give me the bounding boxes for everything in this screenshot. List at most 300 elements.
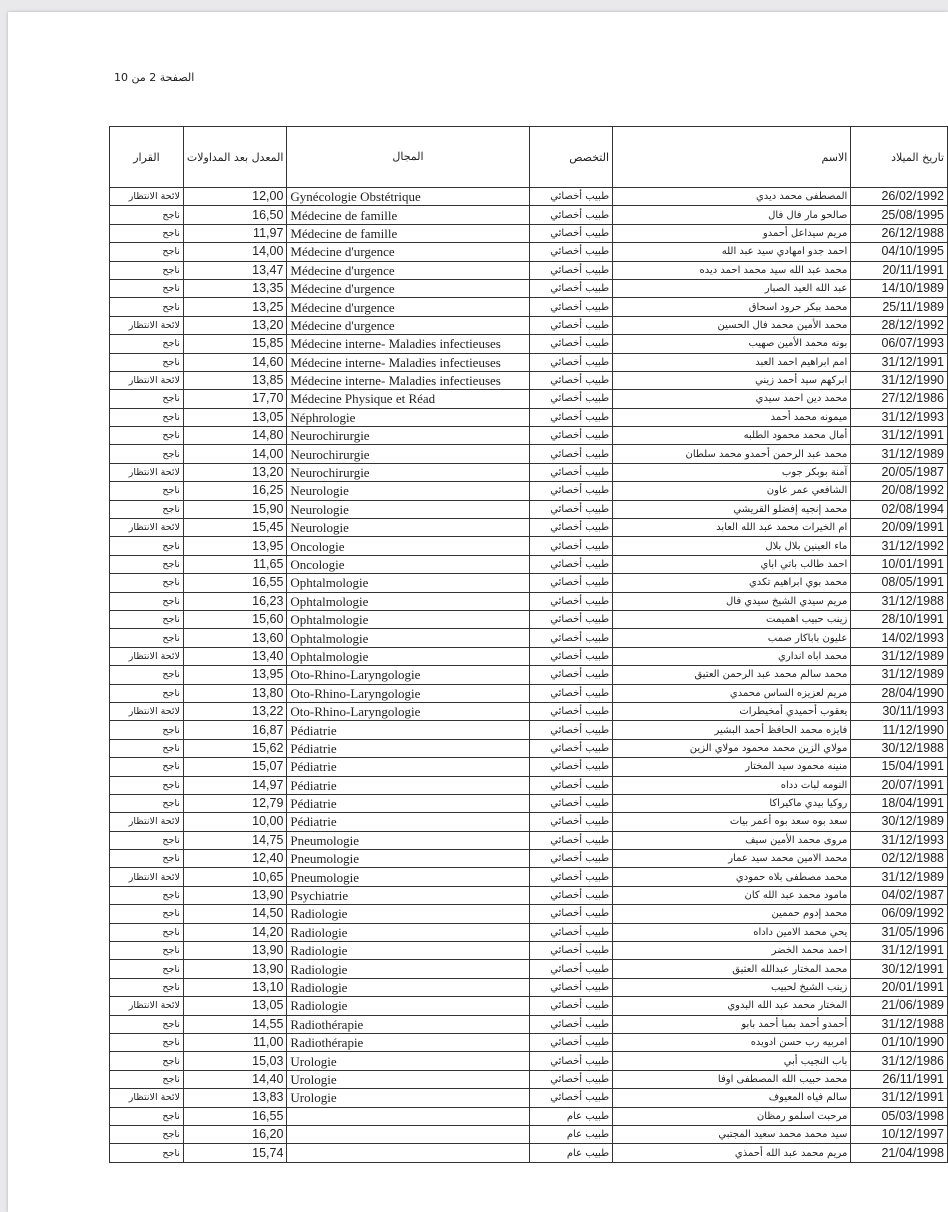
cell-name: محمد سالم محمد عبد الرحمن العتيق — [613, 666, 851, 684]
cell-field: Médecine de famille — [287, 224, 529, 242]
cell-birth-date: 28/04/1990 — [851, 684, 948, 702]
cell-field: Radiologie — [287, 942, 529, 960]
cell-field: Radiologie — [287, 905, 529, 923]
cell-specialty: طبيب أخصائي — [529, 868, 613, 886]
cell-average: 15,74 — [183, 1144, 287, 1162]
cell-specialty: طبيب أخصائي — [529, 592, 613, 610]
cell-birth-date: 30/12/1988 — [851, 739, 948, 757]
table-row — [110, 905, 948, 923]
cell-birth-date: 28/12/1992 — [851, 316, 948, 334]
cell-decision: ناجح — [110, 390, 184, 408]
cell-decision: ناجح — [110, 206, 184, 224]
cell-decision: ناجح — [110, 445, 184, 463]
table-row — [110, 463, 948, 481]
cell-decision: لائحة الانتظار — [110, 1089, 184, 1107]
cell-field: Neurologie — [287, 500, 529, 518]
cell-specialty: طبيب أخصائي — [529, 574, 613, 592]
cell-birth-date: 10/12/1997 — [851, 1125, 948, 1143]
cell-name: محمد المختار عبدالله العتيق — [613, 960, 851, 978]
cell-decision: لائحة الانتظار — [110, 647, 184, 665]
cell-birth-date: 31/12/1993 — [851, 831, 948, 849]
table-row — [110, 206, 948, 224]
cell-field: Radiologie — [287, 923, 529, 941]
cell-field: Neurologie — [287, 482, 529, 500]
table-row — [110, 1144, 948, 1162]
table-row — [110, 1033, 948, 1051]
cell-specialty: طبيب أخصائي — [529, 702, 613, 720]
cell-decision: ناجح — [110, 831, 184, 849]
cell-birth-date: 08/05/1991 — [851, 574, 948, 592]
cell-average: 12,79 — [183, 794, 287, 812]
cell-average: 14,40 — [183, 1070, 287, 1088]
cell-field: Ophtalmologie — [287, 610, 529, 628]
cell-field: Médecine interne- Maladies infectieuses — [287, 353, 529, 371]
table-row — [110, 610, 948, 628]
cell-decision: ناجح — [110, 978, 184, 996]
cell-birth-date: 20/11/1991 — [851, 261, 948, 279]
cell-birth-date: 31/12/1989 — [851, 647, 948, 665]
cell-specialty: طبيب أخصائي — [529, 353, 613, 371]
cell-name: مولاي الزين محمد محمود مولاي الزين — [613, 739, 851, 757]
table-row — [110, 721, 948, 739]
cell-average: 10,00 — [183, 813, 287, 831]
cell-name: مريم محمد عبد الله أحمذي — [613, 1144, 851, 1162]
cell-average: 14,60 — [183, 353, 287, 371]
cell-average: 14,50 — [183, 905, 287, 923]
cell-field: Pneumologie — [287, 850, 529, 868]
table-body — [110, 188, 948, 1163]
cell-specialty: طبيب عام — [529, 1144, 613, 1162]
cell-specialty: طبيب أخصائي — [529, 1015, 613, 1033]
table-row — [110, 813, 948, 831]
cell-birth-date: 26/12/1988 — [851, 224, 948, 242]
cell-birth-date: 20/01/1991 — [851, 978, 948, 996]
cell-field: Médecine d'urgence — [287, 279, 529, 297]
cell-name: عبد الله العيد الصبار — [613, 279, 851, 297]
cell-name: امربيه رب حسن ادويده — [613, 1033, 851, 1051]
cell-name: محمد دين احمد سيدي — [613, 390, 851, 408]
cell-specialty: طبيب أخصائي — [529, 610, 613, 628]
cell-field: Urologie — [287, 1089, 529, 1107]
header-average: المعدل بعد المداولات — [183, 127, 287, 188]
cell-specialty: طبيب أخصائي — [529, 850, 613, 868]
cell-field: Médecine interne- Maladies infectieuses — [287, 335, 529, 353]
table-row — [110, 500, 948, 518]
cell-decision: ناجح — [110, 243, 184, 261]
cell-average: 14,75 — [183, 831, 287, 849]
cell-name: محمد الامين محمد سيد عمار — [613, 850, 851, 868]
cell-field: Médecine Physique et Réad — [287, 390, 529, 408]
cell-name: بونه محمد الأمين صهيب — [613, 335, 851, 353]
cell-field: Neurochirurgie — [287, 427, 529, 445]
cell-name: أمال محمد محمود الطلبه — [613, 427, 851, 445]
cell-birth-date: 14/02/1993 — [851, 629, 948, 647]
cell-name: مامود محمد عبد الله كان — [613, 886, 851, 904]
cell-specialty: طبيب أخصائي — [529, 555, 613, 573]
cell-field: Pédiatrie — [287, 813, 529, 831]
cell-decision: لائحة الانتظار — [110, 997, 184, 1015]
table-row — [110, 1107, 948, 1125]
cell-average: 13,05 — [183, 997, 287, 1015]
table-row — [110, 279, 948, 297]
cell-decision: ناجح — [110, 1144, 184, 1162]
table-row — [110, 592, 948, 610]
cell-decision: لائحة الانتظار — [110, 868, 184, 886]
cell-field: Oncologie — [287, 555, 529, 573]
page-indicator: الصفحة 2 من 10 — [114, 71, 195, 84]
table-row — [110, 574, 948, 592]
cell-name: مريم سيدي الشيخ سيدي فال — [613, 592, 851, 610]
cell-birth-date: 21/06/1989 — [851, 997, 948, 1015]
cell-specialty: طبيب أخصائي — [529, 224, 613, 242]
cell-birth-date: 31/12/1992 — [851, 537, 948, 555]
cell-birth-date: 11/12/1990 — [851, 721, 948, 739]
table-row — [110, 886, 948, 904]
cell-field: Pédiatrie — [287, 794, 529, 812]
cell-decision: ناجح — [110, 1052, 184, 1070]
cell-decision: ناجح — [110, 850, 184, 868]
cell-specialty: طبيب أخصائي — [529, 279, 613, 297]
table-row — [110, 868, 948, 886]
cell-specialty: طبيب أخصائي — [529, 500, 613, 518]
table-row — [110, 408, 948, 426]
cell-name: احمد محمد الخضر — [613, 942, 851, 960]
cell-field: Pédiatrie — [287, 776, 529, 794]
cell-decision: ناجح — [110, 279, 184, 297]
cell-average: 16,87 — [183, 721, 287, 739]
table-row — [110, 353, 948, 371]
cell-field — [287, 1144, 529, 1162]
cell-birth-date: 31/12/1989 — [851, 666, 948, 684]
cell-specialty: طبيب أخصائي — [529, 758, 613, 776]
cell-average: 13,35 — [183, 279, 287, 297]
table-row — [110, 335, 948, 353]
cell-decision: لائحة الانتظار — [110, 316, 184, 334]
cell-birth-date: 18/04/1991 — [851, 794, 948, 812]
cell-name: محمد بوي ابراهيم تكدي — [613, 574, 851, 592]
cell-decision: ناجح — [110, 298, 184, 316]
cell-field: Oto-Rhino-Laryngologie — [287, 666, 529, 684]
cell-decision: ناجح — [110, 610, 184, 628]
cell-average: 17,70 — [183, 390, 287, 408]
cell-average: 16,25 — [183, 482, 287, 500]
cell-decision: ناجح — [110, 794, 184, 812]
cell-average: 15,07 — [183, 758, 287, 776]
cell-name: محمد عبد الله سيد محمد احمد ديده — [613, 261, 851, 279]
cell-field: Ophtalmologie — [287, 629, 529, 647]
cell-birth-date: 01/10/1990 — [851, 1033, 948, 1051]
cell-specialty: طبيب أخصائي — [529, 960, 613, 978]
cell-specialty: طبيب أخصائي — [529, 794, 613, 812]
cell-average: 14,97 — [183, 776, 287, 794]
cell-name: ماء العينين بلال بلال — [613, 537, 851, 555]
cell-specialty: طبيب أخصائي — [529, 519, 613, 537]
table-row — [110, 739, 948, 757]
cell-name: محمد مصطفى بلاه حمودي — [613, 868, 851, 886]
cell-decision: لائحة الانتظار — [110, 188, 184, 206]
cell-average: 15,45 — [183, 519, 287, 537]
cell-birth-date: 20/09/1991 — [851, 519, 948, 537]
cell-specialty: طبيب أخصائي — [529, 721, 613, 739]
cell-average: 16,23 — [183, 592, 287, 610]
cell-birth-date: 26/02/1992 — [851, 188, 948, 206]
document-page — [8, 12, 948, 1212]
cell-specialty: طبيب أخصائي — [529, 978, 613, 996]
cell-field: Neurochirurgie — [287, 445, 529, 463]
cell-field: Médecine de famille — [287, 206, 529, 224]
cell-birth-date: 25/11/1989 — [851, 298, 948, 316]
cell-name: منينه محمود سيد المختار — [613, 758, 851, 776]
cell-decision: ناجح — [110, 923, 184, 941]
cell-field: Psychiatrie — [287, 886, 529, 904]
cell-average: 13,83 — [183, 1089, 287, 1107]
table-row — [110, 850, 948, 868]
cell-decision: ناجح — [110, 1125, 184, 1143]
cell-specialty: طبيب أخصائي — [529, 942, 613, 960]
cell-name: صالحو مار فال فال — [613, 206, 851, 224]
cell-field: Oncologie — [287, 537, 529, 555]
table-row — [110, 390, 948, 408]
results-table — [109, 126, 948, 1163]
table-header-row — [110, 127, 948, 188]
cell-field: Médecine d'urgence — [287, 243, 529, 261]
cell-specialty: طبيب أخصائي — [529, 261, 613, 279]
cell-average: 13,47 — [183, 261, 287, 279]
cell-decision: لائحة الانتظار — [110, 702, 184, 720]
cell-decision: ناجح — [110, 353, 184, 371]
cell-name: سيد محمد محمد سعيد المجتبي — [613, 1125, 851, 1143]
cell-field: Ophtalmologie — [287, 592, 529, 610]
cell-specialty: طبيب أخصائي — [529, 390, 613, 408]
cell-average: 13,90 — [183, 942, 287, 960]
cell-decision: ناجح — [110, 574, 184, 592]
cell-average: 13,80 — [183, 684, 287, 702]
cell-specialty: طبيب أخصائي — [529, 408, 613, 426]
cell-decision: ناجح — [110, 905, 184, 923]
cell-name: عليون باباكار صمب — [613, 629, 851, 647]
cell-name: زينب الشيخ لحبيب — [613, 978, 851, 996]
cell-name: الشافعي عمر عاون — [613, 482, 851, 500]
cell-average: 14,00 — [183, 445, 287, 463]
cell-name: محمد إنجيه إفضلو القريشي — [613, 500, 851, 518]
cell-average: 13,90 — [183, 960, 287, 978]
cell-birth-date: 06/07/1993 — [851, 335, 948, 353]
cell-field: Pneumologie — [287, 868, 529, 886]
cell-birth-date: 20/05/1987 — [851, 463, 948, 481]
cell-average: 13,40 — [183, 647, 287, 665]
cell-specialty: طبيب أخصائي — [529, 776, 613, 794]
cell-field: Ophtalmologie — [287, 647, 529, 665]
cell-decision: لائحة الانتظار — [110, 463, 184, 481]
cell-field: Radiothérapie — [287, 1033, 529, 1051]
cell-decision: ناجح — [110, 537, 184, 555]
table-row — [110, 702, 948, 720]
cell-name: سالم فياه المعيوف — [613, 1089, 851, 1107]
cell-name: محمد إدوم حممين — [613, 905, 851, 923]
cell-birth-date: 31/12/1986 — [851, 1052, 948, 1070]
cell-average: 16,50 — [183, 206, 287, 224]
cell-decision: ناجح — [110, 1070, 184, 1088]
cell-average: 13,20 — [183, 316, 287, 334]
cell-specialty: طبيب أخصائي — [529, 629, 613, 647]
cell-field: Urologie — [287, 1052, 529, 1070]
cell-birth-date: 31/12/1988 — [851, 1015, 948, 1033]
cell-field: Médecine d'urgence — [287, 261, 529, 279]
cell-birth-date: 02/12/1988 — [851, 850, 948, 868]
cell-field: Pédiatrie — [287, 758, 529, 776]
cell-average: 13,60 — [183, 629, 287, 647]
cell-average: 15,62 — [183, 739, 287, 757]
cell-average: 13,85 — [183, 371, 287, 389]
cell-specialty: طبيب أخصائي — [529, 1033, 613, 1051]
cell-birth-date: 04/10/1995 — [851, 243, 948, 261]
cell-specialty: طبيب أخصائي — [529, 1052, 613, 1070]
cell-average: 13,95 — [183, 537, 287, 555]
table-row — [110, 1125, 948, 1143]
cell-decision: ناجح — [110, 482, 184, 500]
table-row — [110, 831, 948, 849]
cell-decision: لائحة الانتظار — [110, 519, 184, 537]
cell-specialty: طبيب أخصائي — [529, 463, 613, 481]
table-row — [110, 923, 948, 941]
cell-field: Neurologie — [287, 519, 529, 537]
cell-name: سعد بوه سعد بوه أعمر بيات — [613, 813, 851, 831]
cell-name: مرحبت اسلمو رمظان — [613, 1107, 851, 1125]
cell-specialty: طبيب أخصائي — [529, 923, 613, 941]
cell-decision: ناجح — [110, 408, 184, 426]
cell-birth-date: 30/12/1991 — [851, 960, 948, 978]
cell-name: المختار محمد عبد الله البدوي — [613, 997, 851, 1015]
cell-field: Pédiatrie — [287, 739, 529, 757]
cell-birth-date: 21/04/1998 — [851, 1144, 948, 1162]
cell-average: 15,60 — [183, 610, 287, 628]
table-row — [110, 555, 948, 573]
table-row — [110, 298, 948, 316]
cell-specialty: طبيب أخصائي — [529, 1089, 613, 1107]
cell-average: 13,90 — [183, 886, 287, 904]
table-row — [110, 243, 948, 261]
cell-average: 13,20 — [183, 463, 287, 481]
table-row — [110, 960, 948, 978]
cell-specialty: طبيب أخصائي — [529, 647, 613, 665]
cell-birth-date: 14/10/1989 — [851, 279, 948, 297]
cell-name: محمد ببكر حرود اسحاق — [613, 298, 851, 316]
cell-birth-date: 10/01/1991 — [851, 555, 948, 573]
table-row — [110, 445, 948, 463]
cell-name: مريم لعزيزه الساس محمدي — [613, 684, 851, 702]
cell-birth-date: 31/12/1991 — [851, 427, 948, 445]
cell-average: 14,00 — [183, 243, 287, 261]
cell-average: 13,95 — [183, 666, 287, 684]
cell-specialty: طبيب أخصائي — [529, 886, 613, 904]
cell-specialty: طبيب أخصائي — [529, 445, 613, 463]
cell-birth-date: 15/04/1991 — [851, 758, 948, 776]
cell-name: النومه لبات دداه — [613, 776, 851, 794]
cell-birth-date: 31/12/1991 — [851, 942, 948, 960]
cell-decision: ناجح — [110, 335, 184, 353]
cell-decision: لائحة الانتظار — [110, 371, 184, 389]
cell-name: باب النجيب أبي — [613, 1052, 851, 1070]
cell-specialty: طبيب أخصائي — [529, 666, 613, 684]
cell-name: آمنة بوبكر جوب — [613, 463, 851, 481]
cell-birth-date: 31/05/1996 — [851, 923, 948, 941]
cell-name: مروى محمد الأمين سيف — [613, 831, 851, 849]
cell-average: 14,80 — [183, 427, 287, 445]
cell-average: 15,03 — [183, 1052, 287, 1070]
table-row — [110, 758, 948, 776]
table-row — [110, 427, 948, 445]
cell-specialty: طبيب أخصائي — [529, 813, 613, 831]
cell-birth-date: 31/12/1991 — [851, 353, 948, 371]
cell-field: Radiologie — [287, 960, 529, 978]
cell-field: Médecine interne- Maladies infectieuses — [287, 371, 529, 389]
cell-specialty: طبيب أخصائي — [529, 537, 613, 555]
cell-birth-date: 02/08/1994 — [851, 500, 948, 518]
cell-average: 12,00 — [183, 188, 287, 206]
cell-field — [287, 1107, 529, 1125]
cell-field: Médecine d'urgence — [287, 316, 529, 334]
table-row — [110, 776, 948, 794]
cell-average: 14,20 — [183, 923, 287, 941]
cell-birth-date: 06/09/1992 — [851, 905, 948, 923]
cell-decision: ناجح — [110, 1107, 184, 1125]
table-row — [110, 1052, 948, 1070]
cell-name: يحي محمد الامين داداه — [613, 923, 851, 941]
table-row — [110, 666, 948, 684]
table-row — [110, 1015, 948, 1033]
cell-specialty: طبيب أخصائي — [529, 298, 613, 316]
table-row — [110, 1089, 948, 1107]
header-field: المجال — [287, 127, 529, 188]
cell-average: 16,20 — [183, 1125, 287, 1143]
cell-decision: ناجح — [110, 776, 184, 794]
table-row — [110, 794, 948, 812]
table-row — [110, 997, 948, 1015]
cell-name: ميمونه محمد أحمد — [613, 408, 851, 426]
cell-birth-date: 31/12/1989 — [851, 445, 948, 463]
cell-average: 11,97 — [183, 224, 287, 242]
cell-decision: ناجح — [110, 739, 184, 757]
cell-birth-date: 27/12/1986 — [851, 390, 948, 408]
cell-field — [287, 1125, 529, 1143]
cell-field: Ophtalmologie — [287, 574, 529, 592]
cell-field: Neurochirurgie — [287, 463, 529, 481]
cell-name: ابركهم سيد أحمد زيني — [613, 371, 851, 389]
cell-average: 13,05 — [183, 408, 287, 426]
cell-birth-date: 26/11/1991 — [851, 1070, 948, 1088]
cell-birth-date: 31/12/1990 — [851, 371, 948, 389]
cell-field: Oto-Rhino-Laryngologie — [287, 702, 529, 720]
cell-average: 14,55 — [183, 1015, 287, 1033]
cell-decision: ناجح — [110, 224, 184, 242]
cell-name: أحمدو أحمد بمبا أحمد بابو — [613, 1015, 851, 1033]
cell-specialty: طبيب عام — [529, 1107, 613, 1125]
cell-birth-date: 05/03/1998 — [851, 1107, 948, 1125]
cell-name: احمد طالب باتي اباي — [613, 555, 851, 573]
cell-field: Néphrologie — [287, 408, 529, 426]
cell-decision: ناجح — [110, 592, 184, 610]
cell-specialty: طبيب أخصائي — [529, 905, 613, 923]
cell-specialty: طبيب أخصائي — [529, 684, 613, 702]
cell-decision: لائحة الانتظار — [110, 813, 184, 831]
header-birth-date: تاريخ الميلاد — [851, 127, 948, 188]
header-specialty: التخصص — [529, 127, 613, 188]
cell-average: 11,00 — [183, 1033, 287, 1051]
cell-birth-date: 28/10/1991 — [851, 610, 948, 628]
cell-name: امم ابراهيم احمد العبد — [613, 353, 851, 371]
cell-field: Oto-Rhino-Laryngologie — [287, 684, 529, 702]
cell-decision: ناجح — [110, 758, 184, 776]
